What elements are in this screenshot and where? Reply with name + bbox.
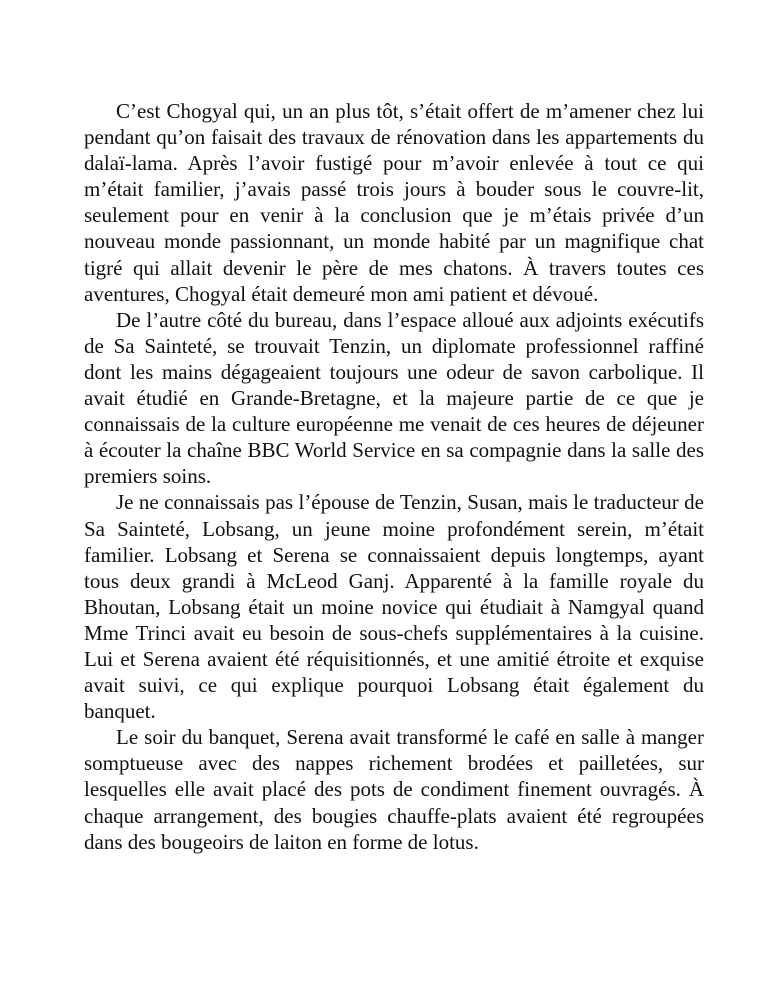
paragraph-1: C’est Chogyal qui, un an plus tôt, s’était offert de m’amener chez lui pendant qu’on faisait des travaux de rénovation dans les appartements du dalaï-lama. Après l’avoir fustigé pour m’avoir enlevée à tout ce qui m’était familier, j’avais passé trois jours à bouder sous le couvre-lit, seulement pour en venir à la conclusion que je m’étais privée d’un nouveau monde passionnant, un monde habité par un magnifique chat tigré qui allait devenir le père de mes chatons. À travers toutes ces aventures, Chogyal était demeuré mon ami patient et dévoué. xyxy=(84,99,704,306)
paragraph-2: De l’autre côté du bureau, dans l’espace alloué aux adjoints exécutifs de Sa Sainteté, se trouvait Tenzin, un diplomate professionnel raffiné dont les mains dégageaient toujours une odeur de savon carbolique. Il avait étudié en Grande-Bretagne, et la majeure partie de ce que je connaissais de la culture européenne me venait de ces heures de déjeuner à écouter la chaîne BBC World Service en sa compagnie dans la salle des premiers soins. xyxy=(84,307,704,489)
paragraph-4: Le soir du banquet, Serena avait transformé le café en salle à manger somptueuse avec des nappes richement brodées et pailletées, sur lesquelles elle avait placé des pots de condiment finement ouvragés. À chaque arrangement, des bougies chauffe-plats avaient été regroupées dans des bougeoirs de laiton en forme de lotus. xyxy=(84,725,704,854)
body-text xyxy=(84,98,704,855)
paragraph-3: Je ne connaissais pas l’épouse de Tenzin, Susan, mais le traducteur de Sa Sainteté, Lobsang, un jeune moine profondément serein, m’était familier. Lobsang et Serena se connaissaient depuis longtemps, ayant tous deux grandi à McLeod Ganj. Apparenté à la famille royale du Bhoutan, Lobsang était un moine novice qui étudiait à Namgyal quand Mme Trinci avait eu besoin de sous-chefs supplémentaires à la cuisine. Lui et Serena avaient été réquisitionnés, et une amitié étroite et exquise avait suivi, ce qui explique pourquoi Lobsang était également du banquet. xyxy=(84,490,704,724)
